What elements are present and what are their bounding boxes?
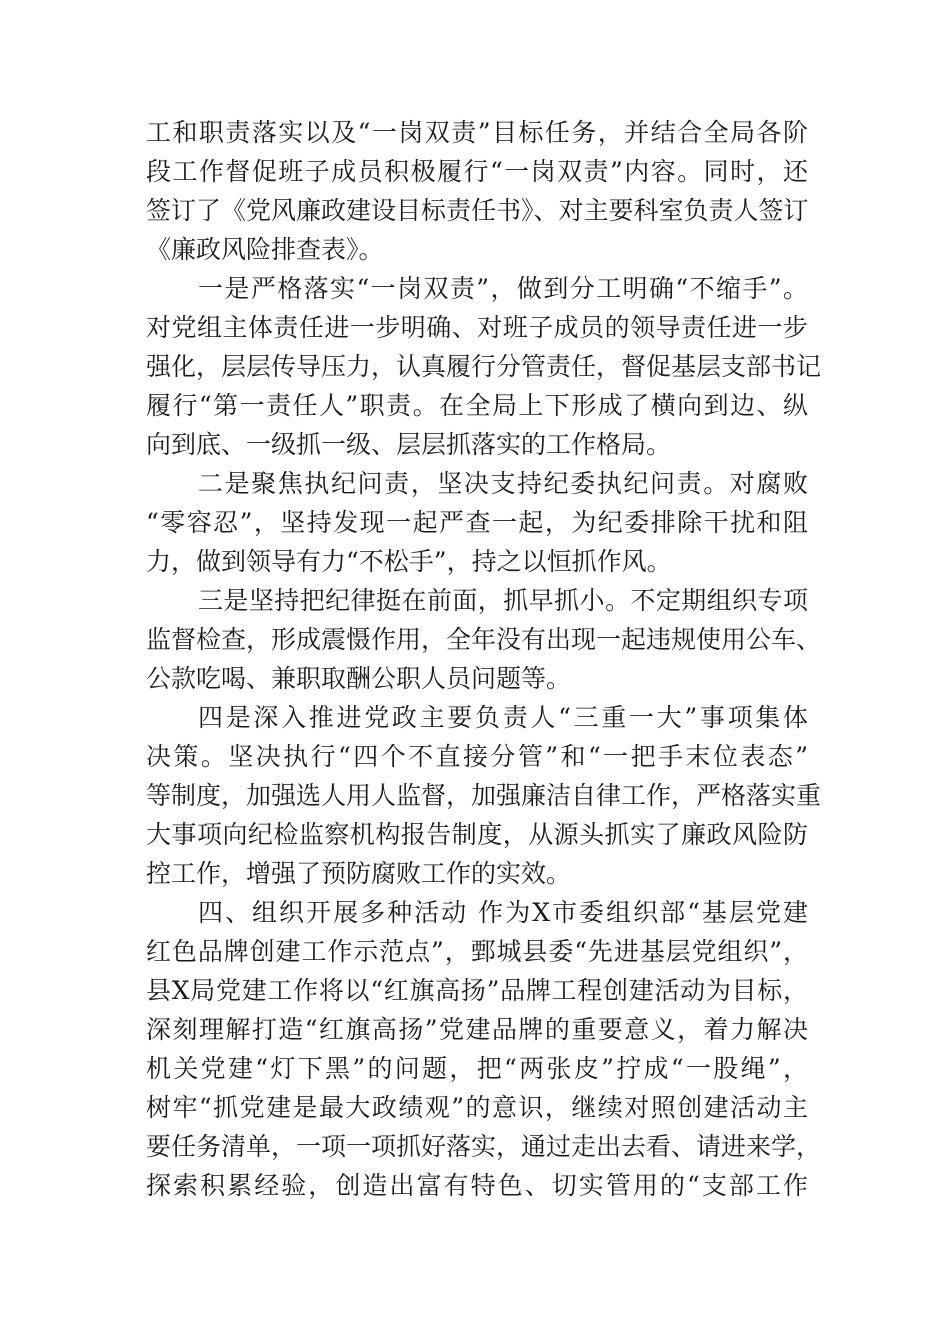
text-line: 向到底、一级抓一级、层层抓落实的工作格局。 xyxy=(146,430,672,459)
text-line: 段工作督促班子成员积极履行“一岗双责”内容。同时，还 xyxy=(146,157,808,186)
text-line: 强化，层层传导压力，认真履行分管责任，督促基层支部书记 xyxy=(146,352,822,381)
text-line: 红色品牌创建工作示范点”，鄄城县委“先进基层党组织”， xyxy=(146,937,808,966)
text-line: 工和职责落实以及“一岗双责”目标任务，并结合全局各阶 xyxy=(146,118,808,147)
text-line: 力，做到领导有力“不松手”，持之以恒抓作风。 xyxy=(146,547,672,576)
paragraph-first-line: 四是深入推进党政主要负责人“三重一大”事项集体 xyxy=(198,703,808,732)
text-line: 探索积累经验，创造出富有特色、切实管用的“支部工作 xyxy=(146,1171,808,1200)
text-line: 履行“第一责任人”职责。在全局上下形成了横向到边、纵 xyxy=(146,391,808,420)
text-line: 公款吃喝、兼职取酬公职人员问题等。 xyxy=(146,664,572,693)
text-line: 决策。坚决执行“四个不直接分管”和“一把手末位表态” xyxy=(146,742,808,771)
text-line: 控工作，增强了预防腐败工作的实效。 xyxy=(146,859,572,888)
text-line: 《廉政风险排查表》。 xyxy=(146,235,384,264)
text-line: 等制度，加强选人用人监督，加强廉洁自律工作，严格落实重 xyxy=(146,781,822,810)
text-line: 机关党建“灯下黑”的问题，把“两张皮”拧成“一股绳”， xyxy=(146,1054,808,1083)
document-body xyxy=(146,113,822,1205)
section-heading-line: 四、组织开展多种活动 作为X市委组织部“基层党建 xyxy=(198,898,808,927)
text-line: 深刻理解打造“红旗高扬”党建品牌的重要意义，着力解决 xyxy=(146,1015,808,1044)
text-line: 对党组主体责任进一步明确、对班子成员的领导责任进一步 xyxy=(146,313,808,342)
text-line: 签订了《党风廉政建设目标责任书》、对主要科室负责人签订 xyxy=(146,196,809,225)
text-line: 树牢“抓党建是最大政绩观”的意识，继续对照创建活动主 xyxy=(146,1093,808,1122)
text-line: 监督检查，形成震慑作用，全年没有出现一起违规使用公车、 xyxy=(146,625,822,654)
text-line: 要任务清单，一项一项抓好落实，通过走出去看、请进来学， xyxy=(146,1132,822,1161)
paragraph-first-line: 二是聚焦执纪问责，坚决支持纪委执纪问责。对腐败 xyxy=(198,469,808,498)
text-line: 大事项向纪检监察机构报告制度，从源头抓实了廉政风险防 xyxy=(146,820,808,849)
paragraph-first-line: 一是严格落实“一岗双责”，做到分工明确“不缩手”。 xyxy=(198,274,808,303)
text-line: “零容忍”，坚持发现一起严查一起，为纪委排除干扰和阻 xyxy=(146,508,808,537)
text-line: 县X局党建工作将以“红旗高扬”品牌工程创建活动为目标， xyxy=(146,976,808,1005)
paragraph-first-line: 三是坚持把纪律挺在前面，抓早抓小。不定期组织专项 xyxy=(198,586,808,615)
